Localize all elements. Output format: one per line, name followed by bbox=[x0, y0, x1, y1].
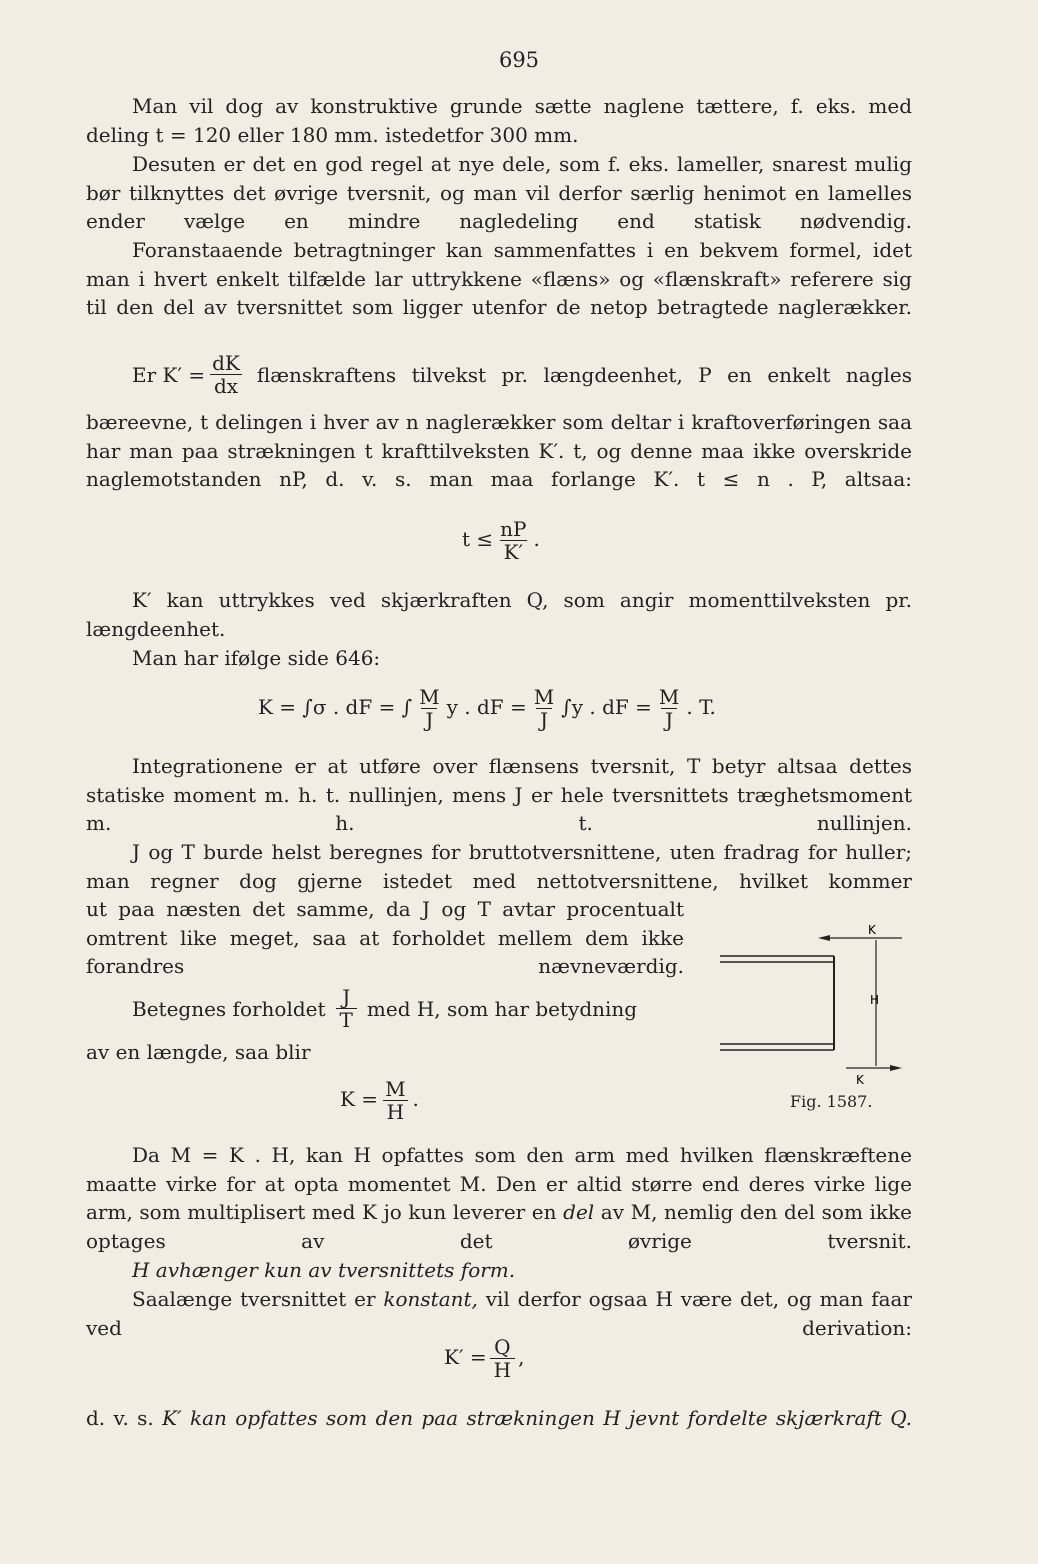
eq4-tail: , bbox=[518, 1345, 525, 1369]
para10-text: Da M = K . H, kan H opfattes som den arm med hvilken flænskræftene maatte virke for at opta momentet M. Den er altid større end deres virke lige arm, som multiplisert med K jo kun leverer en bbox=[86, 1143, 912, 1225]
paragraph-4-rest: bæreevne, t delingen i hver av n naglerækker som deltar i kraftoverføringen saa har man paa strækningen t krafttilveksten K′. t, og denne maa ikke overskride naglemotstanden nP, d. v. s. man maa forlange K′. t ≤ n . P, altsaa: bbox=[86, 410, 912, 492]
paragraph-12 bbox=[86, 1285, 912, 1342]
para12-lead: Saalænge tversnittet er bbox=[132, 1287, 376, 1311]
para10-end: av M, nemlig den del som ikke optages av det øvrige tversnit. bbox=[86, 1200, 913, 1253]
label-h: H bbox=[870, 993, 880, 1007]
paragraph-2: Desuten er det en god regel at nye dele, som f. eks. lameller, snarest mulig bør tilknyttes det øvrige tversnit, og man vil derfor særlig henimot en lamelles ender vælge en mindre nagledeling end statisk nødvendig. bbox=[86, 152, 912, 234]
eq1-num: nP bbox=[500, 517, 527, 541]
para12-rest: vil derfor ogsaa H være det, og man faar ved derivation: bbox=[86, 1287, 912, 1340]
eq3-den: H bbox=[383, 1100, 408, 1123]
t-den: T bbox=[336, 1008, 357, 1031]
figure-1587-diagram bbox=[706, 918, 916, 1118]
eq4-num: Q bbox=[494, 1335, 511, 1359]
eq2-part1: K = ∫σ . dF = ∫ bbox=[258, 695, 413, 719]
eq3-tail: . bbox=[412, 1087, 419, 1111]
equation-t-le-np-over-k bbox=[462, 518, 540, 563]
para13-lead: d. v. s. bbox=[86, 1406, 154, 1430]
figure-caption: Fig. 1587. bbox=[790, 1092, 873, 1111]
eq3-fraction bbox=[381, 1078, 409, 1123]
paragraph-8a: J og T burde helst beregnes for bruttotversnittene, uten fradrag for huller; man regner dog gjerne istedet med nettotversnittene, hvilket kommer bbox=[86, 840, 912, 893]
dk-dx-fraction bbox=[208, 352, 244, 397]
eq2-f2-den: J bbox=[536, 708, 552, 731]
paragraph-8b: ut paa næsten det samme, da J og T avtar procentualt omtrent like meget, saa at forholdet mellem dem ikke forandres nævneværdig. bbox=[86, 897, 684, 979]
paragraph-7: Integrationene er at utføre over flænsens tversnit, T betyr altsaa dettes statiske moment m. h. t. nullinjen, mens J er hele tversnittets træghetsmoment m. h. t. nullinjen. bbox=[86, 754, 912, 836]
para12-italic: konstant, bbox=[383, 1287, 478, 1311]
j-num: J bbox=[342, 985, 351, 1009]
para9-lead: Betegnes forholdet bbox=[132, 996, 326, 1021]
para9-rest: med H, som har betydning bbox=[366, 996, 638, 1021]
eq1-den: K′ bbox=[500, 540, 527, 563]
eq2-f2-num: M bbox=[533, 685, 555, 709]
frac-numerator: dK bbox=[212, 351, 240, 375]
eq2-f1-num: M bbox=[419, 685, 440, 709]
paragraph-4-first-line bbox=[132, 352, 912, 397]
bottom-arrowhead-icon bbox=[890, 1065, 902, 1071]
paragraph-5: K′ kan uttrykkes ved skjærkraften Q, som angir momenttilveksten pr. længdeenhet. bbox=[86, 588, 912, 641]
paragraph-1: Man vil dog av konstruktive grunde sætte naglene tættere, f. eks. med deling t = 120 eller 180 mm. istedetfor 300 mm. bbox=[86, 94, 912, 147]
top-arrowhead-icon bbox=[818, 935, 830, 941]
eq2-f1-den: J bbox=[421, 708, 437, 731]
eq3-lhs: K = bbox=[340, 1087, 379, 1111]
eq2-part2: y . dF = bbox=[446, 695, 527, 719]
label-k-top: K bbox=[868, 923, 876, 937]
para13-italic: K′ kan opfattes som den paa strækningen H jevnt fordelte skjærkraft Q. bbox=[162, 1406, 913, 1430]
eq1-tail: . bbox=[533, 527, 540, 551]
paragraph-10 bbox=[86, 1141, 912, 1255]
paragraph-3: Foranstaaende betragtninger kan sammenfattes i en bekvem formel, idet man i hvert enkelt tilfælde lar uttrykkene «flæns» og «flænskraft» referere sig til den del av tversnittet som ligger utenfor de netop betragtede naglerækker. bbox=[86, 238, 912, 320]
eq1-fraction bbox=[496, 518, 530, 563]
equation-k-q-over-h bbox=[444, 1336, 524, 1381]
eq2-part3: ∫y . dF = bbox=[561, 695, 652, 719]
label-k-bottom: K bbox=[856, 1073, 864, 1087]
para10-italic: del bbox=[563, 1200, 595, 1225]
eq2-fraction-3 bbox=[655, 686, 683, 731]
paragraph-9-first-line bbox=[132, 986, 684, 1031]
equation-k-m-over-h bbox=[340, 1078, 419, 1123]
eq2-f3-den: J bbox=[661, 708, 677, 731]
para4-lead: Er K′ = bbox=[132, 362, 206, 387]
frac-denominator: dx bbox=[210, 374, 242, 397]
equation-k-integral bbox=[258, 686, 716, 731]
eq1-lhs: t ≤ bbox=[462, 527, 494, 551]
eq2-f3-num: M bbox=[658, 685, 680, 709]
j-over-t-fraction bbox=[336, 986, 357, 1031]
paragraph-11: H avhænger kun av tversnittets form. bbox=[132, 1258, 516, 1282]
paragraph-9-line2: av en længde, saa blir bbox=[86, 1040, 311, 1064]
paragraph-13 bbox=[86, 1404, 912, 1433]
eq2-fraction-1 bbox=[415, 686, 443, 731]
page-number: 695 bbox=[498, 48, 540, 72]
eq4-lhs: K′ = bbox=[444, 1345, 487, 1369]
eq3-num: M bbox=[385, 1077, 406, 1101]
eq2-fraction-2 bbox=[530, 686, 558, 731]
eq4-fraction bbox=[490, 1336, 515, 1381]
para4-first-line-rest: flænskraftens tilvekst pr. længdeenhet, P en enkelt nagles bbox=[256, 362, 912, 387]
paragraph-6: Man har ifølge side 646: bbox=[132, 646, 381, 670]
eq4-den: H bbox=[490, 1358, 515, 1381]
eq2-part4: . T. bbox=[686, 695, 716, 719]
